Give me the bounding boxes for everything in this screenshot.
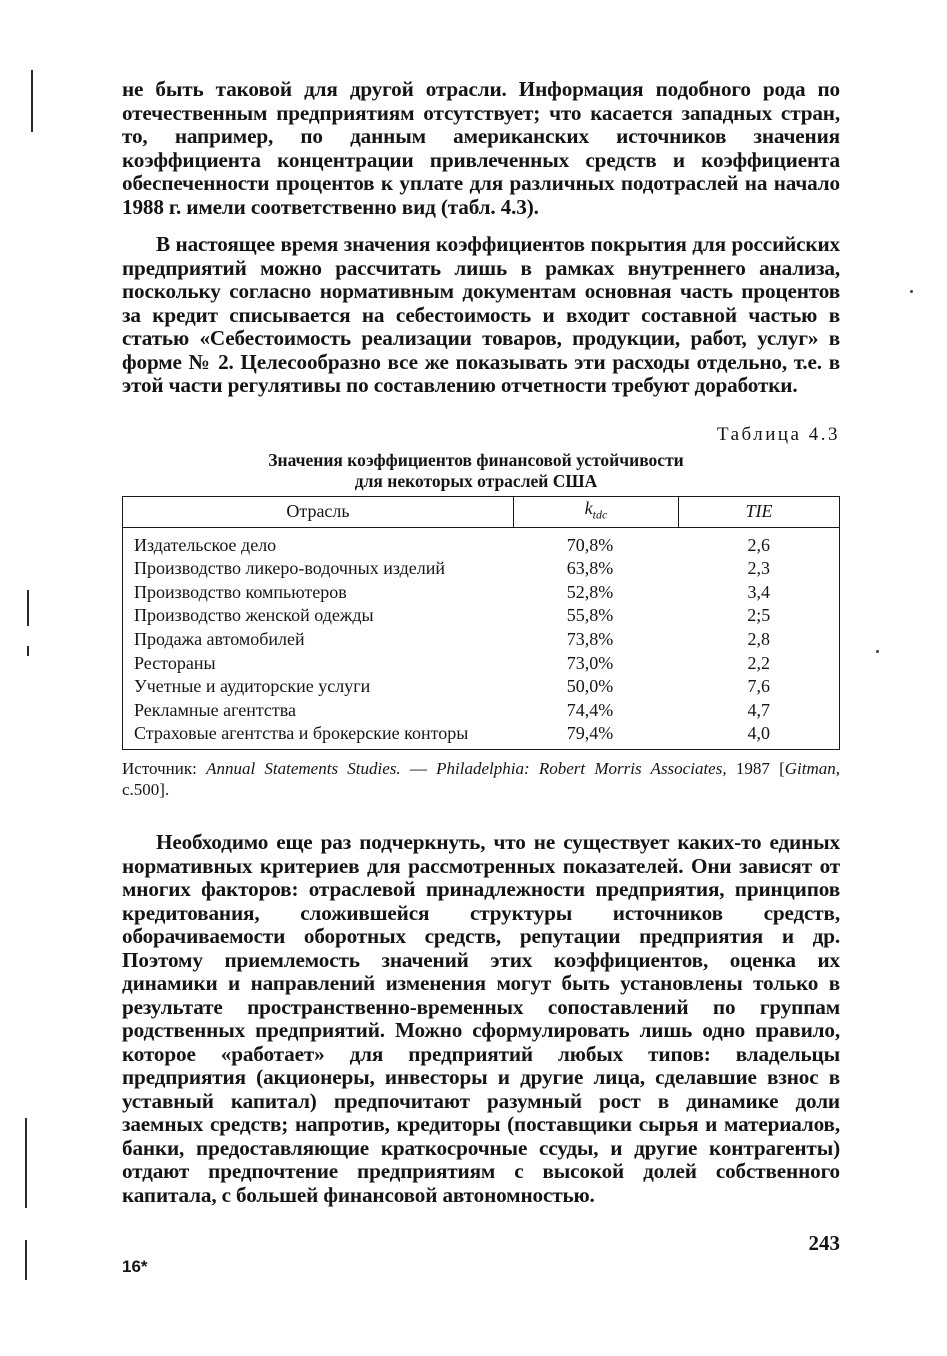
- cell-k-tdc: 63,8%: [566, 558, 614, 579]
- page-number: 243: [808, 1231, 840, 1256]
- scan-speck: [876, 650, 879, 653]
- table-row: [123, 628, 839, 652]
- table-row: [123, 699, 839, 723]
- cell-industry: Страховые агентства и брокерские конторы: [134, 723, 469, 744]
- cell-industry: Продажа автомобилей: [134, 629, 305, 650]
- printer-signature: 16*: [122, 1257, 148, 1277]
- cell-industry: Производство ликеро-водочных изделий: [134, 558, 446, 579]
- header-k-main: k: [584, 497, 593, 518]
- table-title-line-1: Значения коэффициентов финансовой устойчивости: [268, 449, 684, 470]
- cell-tie: 2,3: [747, 558, 770, 579]
- table-title-line-2: для некоторых отраслей США: [354, 470, 598, 491]
- table-row: [123, 722, 839, 749]
- page-content: [122, 78, 840, 1281]
- cell-tie: 7,6: [747, 676, 770, 697]
- table-row: [123, 527, 839, 557]
- cell-industry: Рестораны: [134, 652, 216, 673]
- cell-k-tdc: 55,8%: [566, 605, 614, 626]
- table-row: [123, 581, 839, 605]
- cell-k-tdc: 79,4%: [566, 723, 614, 744]
- table-row: [123, 652, 839, 676]
- scan-speck: [910, 290, 913, 293]
- table-title: [112, 450, 840, 492]
- scan-margin-mark: [25, 1118, 27, 1208]
- cell-tie: 2;5: [747, 605, 771, 626]
- cell-tie: 4,0: [747, 723, 770, 744]
- cell-tie: 2,2: [747, 652, 770, 673]
- table-frame: [122, 496, 840, 751]
- header-tie: TIE: [679, 496, 840, 527]
- coefficients-table: [123, 496, 839, 751]
- scan-margin-mark: [31, 70, 33, 132]
- paragraph-2: В настоящее время значения коэффициентов покрытия для российских предприятий можно рассчитать лишь в рамках внутреннего анализа, поскольку согласно нормативным документам основная часть процентов за кредит списывается на себестоимость и входит составной частью в статью «Себестоимость реализации товаров, продукции, работ, услуг» в форме № 2. Целесообразно все же показывать эти расходы отдельно, т.е. в этой части регулятивы по составлению отчетности требуют доработки.: [122, 232, 840, 397]
- cell-k-tdc: 73,0%: [566, 652, 614, 673]
- cell-k-tdc: 50,0%: [566, 676, 614, 697]
- paragraph-1: не быть таковой для другой отрасли. Информация подобного рода по отечественным предприятиям отсутствует; что касается западных стран, то, например, по данным американских источников значения коэффициента концентрации привлеченных средств и коэффициента обеспеченности процентов к уплате для различных подотраслей на начало 1988 г. имели соответственно вид (табл. 4.3).: [122, 77, 840, 219]
- cell-k-tdc: 73,8%: [566, 629, 614, 650]
- source-page: с.500].: [122, 780, 170, 800]
- page-footer: [122, 1231, 840, 1281]
- cell-k-tdc: 52,8%: [566, 581, 614, 602]
- cell-k-tdc: 74,4%: [566, 699, 614, 720]
- table-source-note: [122, 758, 840, 800]
- header-k-tdc: [514, 496, 679, 527]
- cell-tie: 3,4: [747, 581, 770, 602]
- scan-margin-mark: [27, 646, 29, 656]
- table-caption: Таблица 4.3: [716, 423, 840, 445]
- header-k-sub: tdc: [592, 507, 608, 522]
- cell-industry: Рекламные агентства: [134, 699, 297, 720]
- table-row: [123, 675, 839, 699]
- source-label: Источник:: [122, 759, 207, 779]
- cell-industry: Производство женской одежды: [134, 605, 374, 626]
- header-industry: Отрасль: [123, 496, 514, 527]
- scan-margin-mark: [25, 1240, 27, 1280]
- source-publisher: Philadelphia: Robert Morris Associates,: [436, 759, 727, 779]
- cell-tie: 2,6: [747, 534, 770, 555]
- source-year: 1987 [: [726, 759, 785, 779]
- table-row: [123, 604, 839, 628]
- source-title: Annual Statements Studies.: [206, 759, 401, 779]
- table-row: [123, 557, 839, 581]
- cell-k-tdc: 70,8%: [566, 534, 614, 555]
- cell-tie: 2,8: [747, 629, 770, 650]
- cell-industry: Учетные и аудиторские услуги: [134, 676, 371, 697]
- paragraph-3: Необходимо еще раз подчеркнуть, что не существует каких-то единых нормативных критериев для рассмотренных показателей. Они зависят от многих факторов: отраслевой принадлежности предприятия, принципов кредитования, сложившейся структуры источников средств, оборачиваемости оборотных средств, репутации предприятия и др. Поэтому приемлемость значений этих коэффициентов, оценка их динамики и направлений изменения могут быть установлены только в результате пространственно-временных сопоставлений по группам родственных предприятий. Можно сформулировать лишь одно правило, которое «работает» для предприятий любых типов: владельцы предприятия (акционеры, инвесторы и другие лица, сделавшие взнос в уставный капитал) предпочитают разумный рост в динамике доли заемных средств; напротив, кредиторы (поставщики сырья и материалов, банки, предоставляющие краткосрочные ссуды, и другие контрагенты) отдают предпочтение предприятиям с высокой долей собственного капитала, с большей финансовой автономностью.: [122, 830, 840, 1207]
- scan-margin-mark: [27, 590, 29, 626]
- cell-industry: Издательское дело: [134, 534, 277, 555]
- source-dash: —: [400, 759, 437, 779]
- source-author: Gitman,: [784, 759, 840, 779]
- cell-industry: Производство компьютеров: [134, 581, 347, 602]
- cell-tie: 4,7: [747, 699, 770, 720]
- table-header-row: [123, 496, 839, 527]
